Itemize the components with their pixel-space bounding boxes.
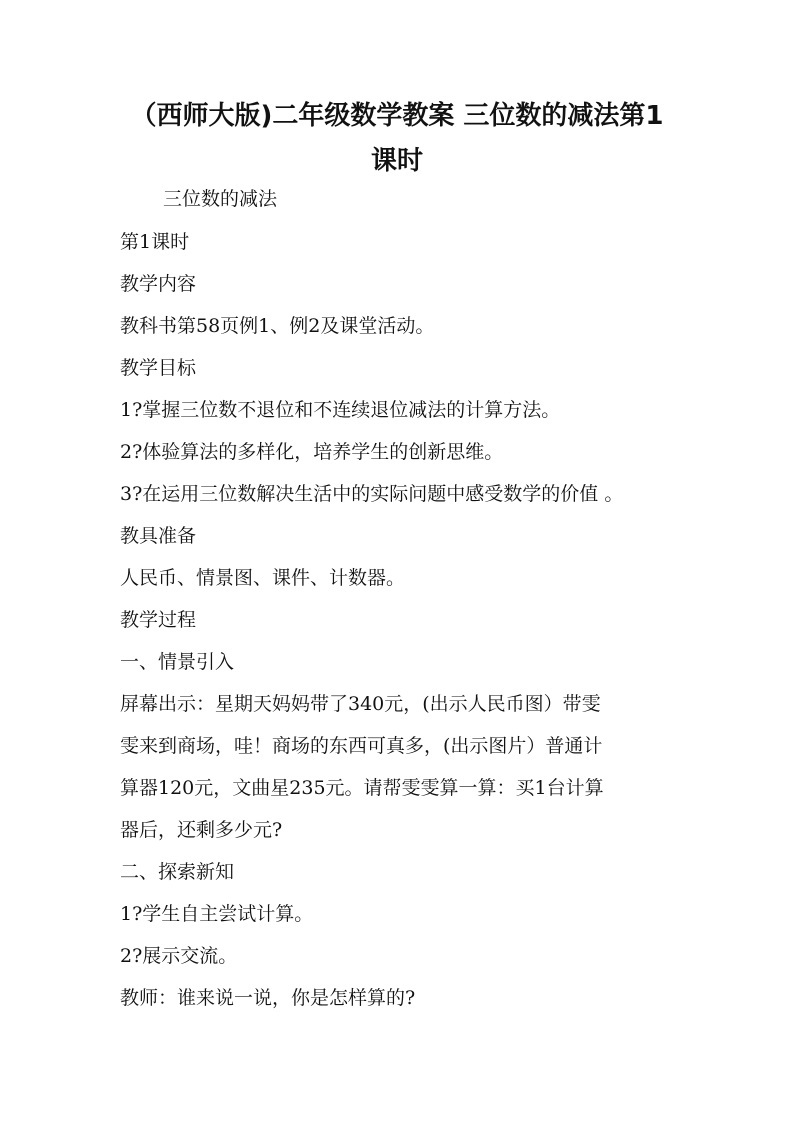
paragraph-line: 算器120元，文曲星235元。请帮雯雯算一算：买1台计算 bbox=[120, 777, 604, 799]
paragraph-line: 器后，还剩多少元? bbox=[120, 819, 283, 841]
paragraph-line: 雯来到商场，哇！商场的东西可真多，(出示图片）普通计 bbox=[120, 735, 603, 757]
subsection-heading: 二、探索新知 bbox=[120, 861, 235, 883]
paragraph: 教科书第58页例1、例2及课堂活动。 bbox=[120, 315, 435, 337]
paragraph-line: 屏幕出示：星期天妈妈带了340元，(出示人民币图）带雯 bbox=[120, 693, 601, 715]
paragraph: 教师：谁来说一说，你是怎样算的? bbox=[120, 987, 416, 1009]
lesson-period: 第1课时 bbox=[120, 231, 190, 253]
section-heading-content: 教学内容 bbox=[120, 273, 197, 295]
goal-item: 1?掌握三位数不退位和不连续退位减法的计算方法。 bbox=[120, 399, 561, 421]
step-item: 1?学生自主尝试计算。 bbox=[120, 903, 314, 925]
section-heading-process: 教学过程 bbox=[120, 609, 197, 631]
section-heading-materials: 教具准备 bbox=[120, 525, 197, 547]
document-title-line-2: 课时 bbox=[370, 146, 423, 176]
goal-item: 2?体验算法的多样化，培养学生的创新思维。 bbox=[120, 441, 504, 463]
document-title-line-1: （西师大版)二年级数学教案 三位数的减法第1 bbox=[130, 101, 664, 131]
goal-item: 3?在运用三位数解决生活中的实际问题中感受数学的价值 。 bbox=[120, 483, 624, 505]
lesson-heading: 三位数的减法 bbox=[163, 188, 278, 210]
step-item: 2?展示交流。 bbox=[120, 945, 238, 967]
section-heading-goals: 教学目标 bbox=[120, 357, 197, 379]
subsection-heading: 一、情景引入 bbox=[120, 651, 235, 673]
paragraph: 人民币、情景图、课件、计数器。 bbox=[120, 567, 406, 589]
